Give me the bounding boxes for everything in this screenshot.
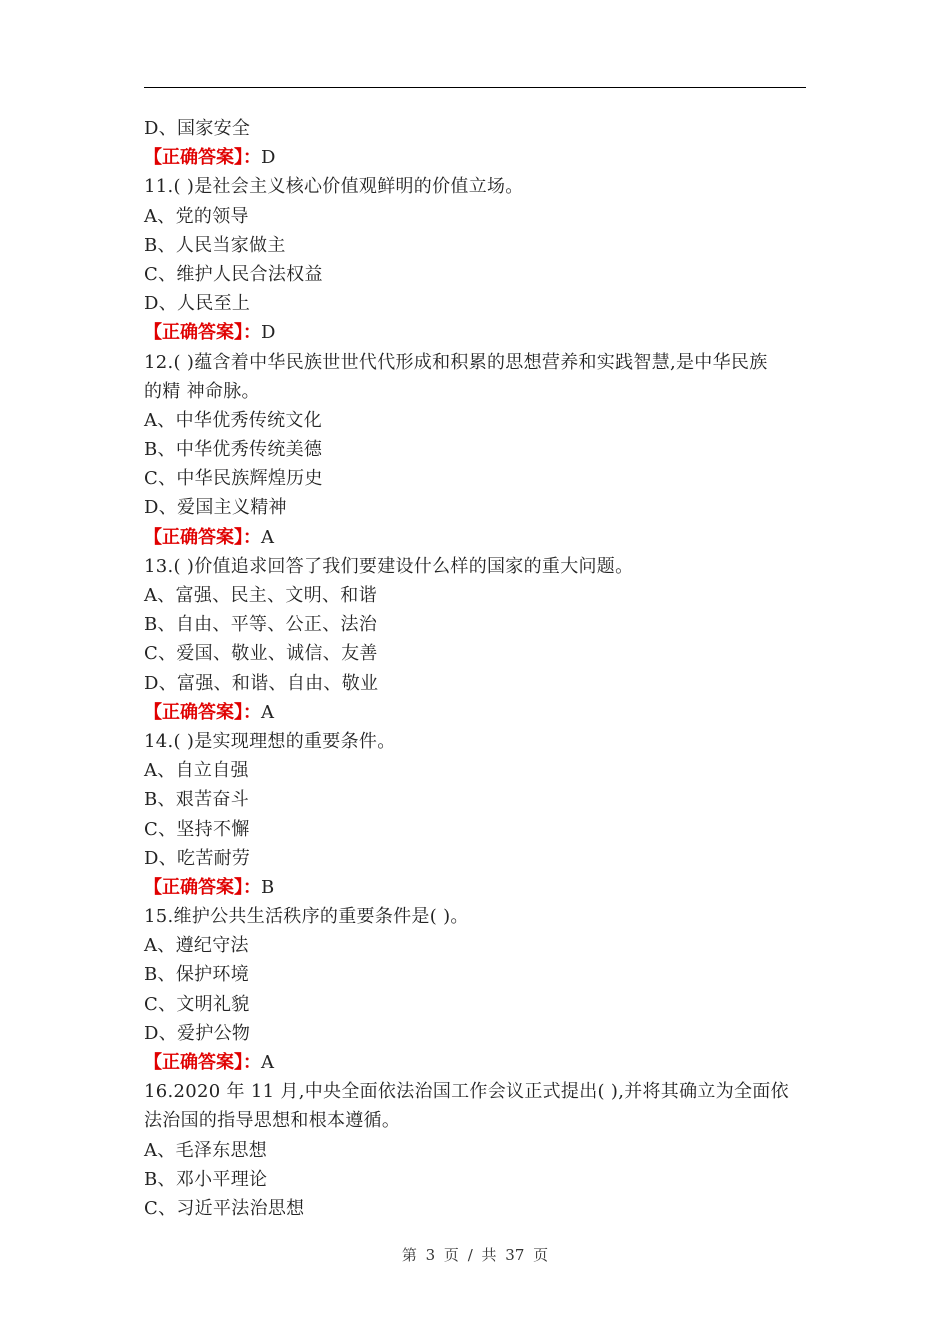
- option-text: C、坚持不懈: [144, 818, 250, 840]
- question-text: 13.( )价值追求回答了我们要建设什么样的国家的重大问题。: [144, 555, 634, 577]
- option-text: B、自由、平等、公正、法治: [144, 614, 378, 636]
- option-text: C、中华民族辉煌历史: [144, 468, 323, 490]
- answer-line: [144, 1048, 806, 1077]
- answer-line: [144, 523, 806, 552]
- option-text: B、保护环境: [144, 964, 250, 986]
- answer-value: A: [261, 526, 275, 548]
- question-text: 14.( )是实现理想的重要条件。: [144, 730, 396, 752]
- question-text: 15.维护公共生活秩序的重要条件是( )。: [144, 906, 469, 928]
- option-text: A、党的领导: [144, 205, 249, 227]
- question-text: 12.( )蕴含着中华民族世世代代形成和积累的思想营养和实践智慧,是中华民族: [144, 351, 768, 373]
- option-text: D、爱国主义精神: [144, 497, 287, 519]
- option-text: D、吃苦耐劳: [144, 847, 251, 869]
- answer-value: D: [261, 147, 276, 169]
- option-text: D、富强、和谐、自由、敬业: [144, 672, 379, 694]
- option-text: A、自立自强: [144, 760, 249, 782]
- answer-line: [144, 318, 806, 347]
- option-text: A、中华优秀传统文化: [144, 409, 322, 431]
- option-text: A、毛泽东思想: [144, 1139, 268, 1161]
- option-text: C、文明礼貌: [144, 993, 250, 1015]
- answer-value: D: [261, 322, 276, 344]
- answer-line: [144, 873, 806, 902]
- answer-line: [144, 698, 806, 727]
- document-body: [144, 114, 806, 1223]
- option-text: C、维护人民合法权益: [144, 263, 323, 285]
- question-text: 的精 神命脉。: [144, 380, 260, 402]
- option-text: B、人民当家做主: [144, 234, 286, 256]
- answer-label: 【正确答案】：: [144, 701, 261, 723]
- option-text: C、爱国、敬业、诚信、友善: [144, 643, 378, 665]
- question-text: 16.2020 年 11 月,中央全面依法治国工作会议正式提出( ),并将其确立为全面依: [144, 1081, 789, 1103]
- answer-value: A: [261, 1052, 275, 1073]
- answer-label: 【正确答案】：: [144, 147, 261, 169]
- answer-value: B: [261, 876, 275, 898]
- option-text: A、富强、民主、文明、和谐: [144, 585, 377, 606]
- header-rule: [144, 87, 806, 88]
- answer-value: A: [261, 701, 275, 723]
- question-text: 11.( )是社会主义核心价值观鲜明的价值立场。: [144, 176, 524, 198]
- option-text: A、遵纪守法: [144, 935, 249, 957]
- option-text: B、艰苦奋斗: [144, 789, 250, 811]
- question-text: 法治国的指导思想和根本遵循。: [144, 1110, 401, 1132]
- option-text: B、中华优秀传统美德: [144, 439, 323, 461]
- answer-label: 【正确答案】：: [144, 876, 261, 898]
- answer-line: [144, 143, 806, 172]
- option-text: D、人民至上: [144, 293, 251, 315]
- option-text: D、爱护公物: [144, 1022, 251, 1044]
- answer-label: 【正确答案】：: [144, 1052, 261, 1073]
- option-text: D、国家安全: [144, 118, 251, 139]
- option-text: B、邓小平理论: [144, 1168, 268, 1190]
- page-footer: 第 3 页 / 共 37 页: [401, 1246, 549, 1264]
- answer-label: 【正确答案】：: [144, 526, 261, 548]
- answer-label: 【正确答案】：: [144, 322, 261, 344]
- option-text: C、习近平法治思想: [144, 1197, 305, 1219]
